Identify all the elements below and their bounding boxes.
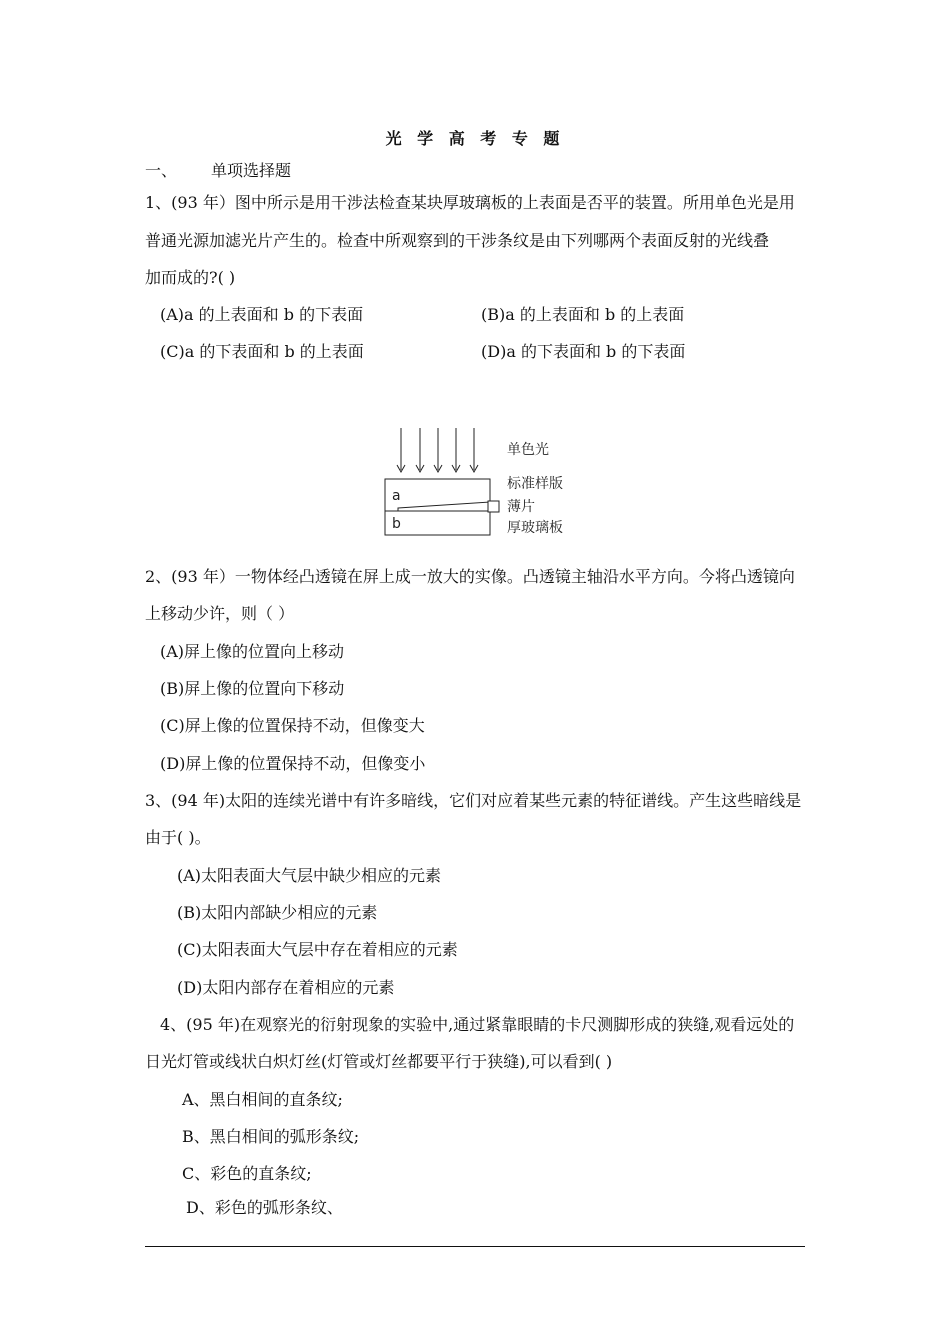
q3-option-d: (D)太阳内部存在着相应的元素 xyxy=(177,978,395,997)
q4-option-b: B、黑白相间的弧形条纹; xyxy=(182,1127,360,1146)
thin-spacer xyxy=(488,501,499,512)
q2-option-b: (B)屏上像的位置向下移动 xyxy=(160,679,345,698)
q2-stem-line-2: 上移动少许，则（ ） xyxy=(145,604,295,623)
q3-stem-line-1: 3、(94 年)太阳的连续光谱中有许多暗线，它们对应着某些元素的特征谱线。产生这些暗线是 xyxy=(145,791,802,810)
label-thick-glass: 厚玻璃板 xyxy=(507,520,563,536)
q2-stem-line-1: 2、(93 年）一物体经凸透镜在屏上成一放大的实像。凸透镜主轴沿水平方向。今将凸透镜向 xyxy=(145,567,795,586)
q3-option-a: (A)太阳表面大气层中缺少相应的元素 xyxy=(177,866,442,885)
q1-option-b: (B)a 的上表面和 b 的上表面 xyxy=(481,305,685,324)
footer-divider xyxy=(145,1246,805,1247)
q4-stem-line-2: 日光灯管或线状白炽灯丝(灯管或灯丝都要平行于狭缝),可以看到( ) xyxy=(145,1052,613,1071)
label-monochromatic-light: 单色光 xyxy=(507,442,549,458)
q1-option-d: (D)a 的下表面和 b 的下表面 xyxy=(481,342,686,361)
light-ray-arrows xyxy=(397,428,478,472)
plate-a-label: a xyxy=(392,488,401,504)
q4-option-d: D、彩色的弧形条纹、 xyxy=(186,1198,343,1217)
q1-stem-line-3: 加而成的?( ) xyxy=(145,268,236,287)
q3-option-b: (B)太阳内部缺少相应的元素 xyxy=(177,903,378,922)
label-standard-plate: 标准样版 xyxy=(507,476,563,492)
q4-option-a: A、黑白相间的直条纹; xyxy=(182,1090,343,1109)
document-title: 光 学 高 考 专 题 xyxy=(385,129,565,148)
air-wedge xyxy=(398,502,490,511)
interference-diagram xyxy=(380,422,580,542)
q1-stem-line-2: 普通光源加滤光片产生的。检查中所观察到的干涉条纹是由下列哪两个表面反射的光线叠 xyxy=(145,231,770,250)
q4-stem-line-1: 4、(95 年)在观察光的衍射现象的实验中,通过紧靠眼睛的卡尺测脚形成的狭缝,观看远处的 xyxy=(160,1015,795,1034)
q3-stem-line-2: 由于( )。 xyxy=(145,828,211,847)
q1-option-a: (A)a 的上表面和 b 的下表面 xyxy=(160,305,364,324)
q2-option-c: (C)屏上像的位置保持不动，但像变大 xyxy=(160,716,425,735)
q2-option-d: (D)屏上像的位置保持不动，但像变小 xyxy=(160,754,426,773)
q4-option-c: C、彩色的直条纹; xyxy=(182,1164,312,1183)
section-heading: 单项选择题 xyxy=(211,161,292,180)
q1-option-c: (C)a 的下表面和 b 的上表面 xyxy=(160,342,364,361)
q2-option-a: (A)屏上像的位置向上移动 xyxy=(160,642,345,661)
section-number: 一、 xyxy=(145,161,178,180)
q3-option-c: (C)太阳表面大气层中存在着相应的元素 xyxy=(177,940,458,959)
plate-b-label: b xyxy=(392,516,401,532)
q1-stem-line-1: 1、(93 年）图中所示是用干涉法检查某块厚玻璃板的上表面是否平的装置。所用单色光是用 xyxy=(145,193,795,212)
label-thin-sheet: 薄片 xyxy=(507,499,535,515)
